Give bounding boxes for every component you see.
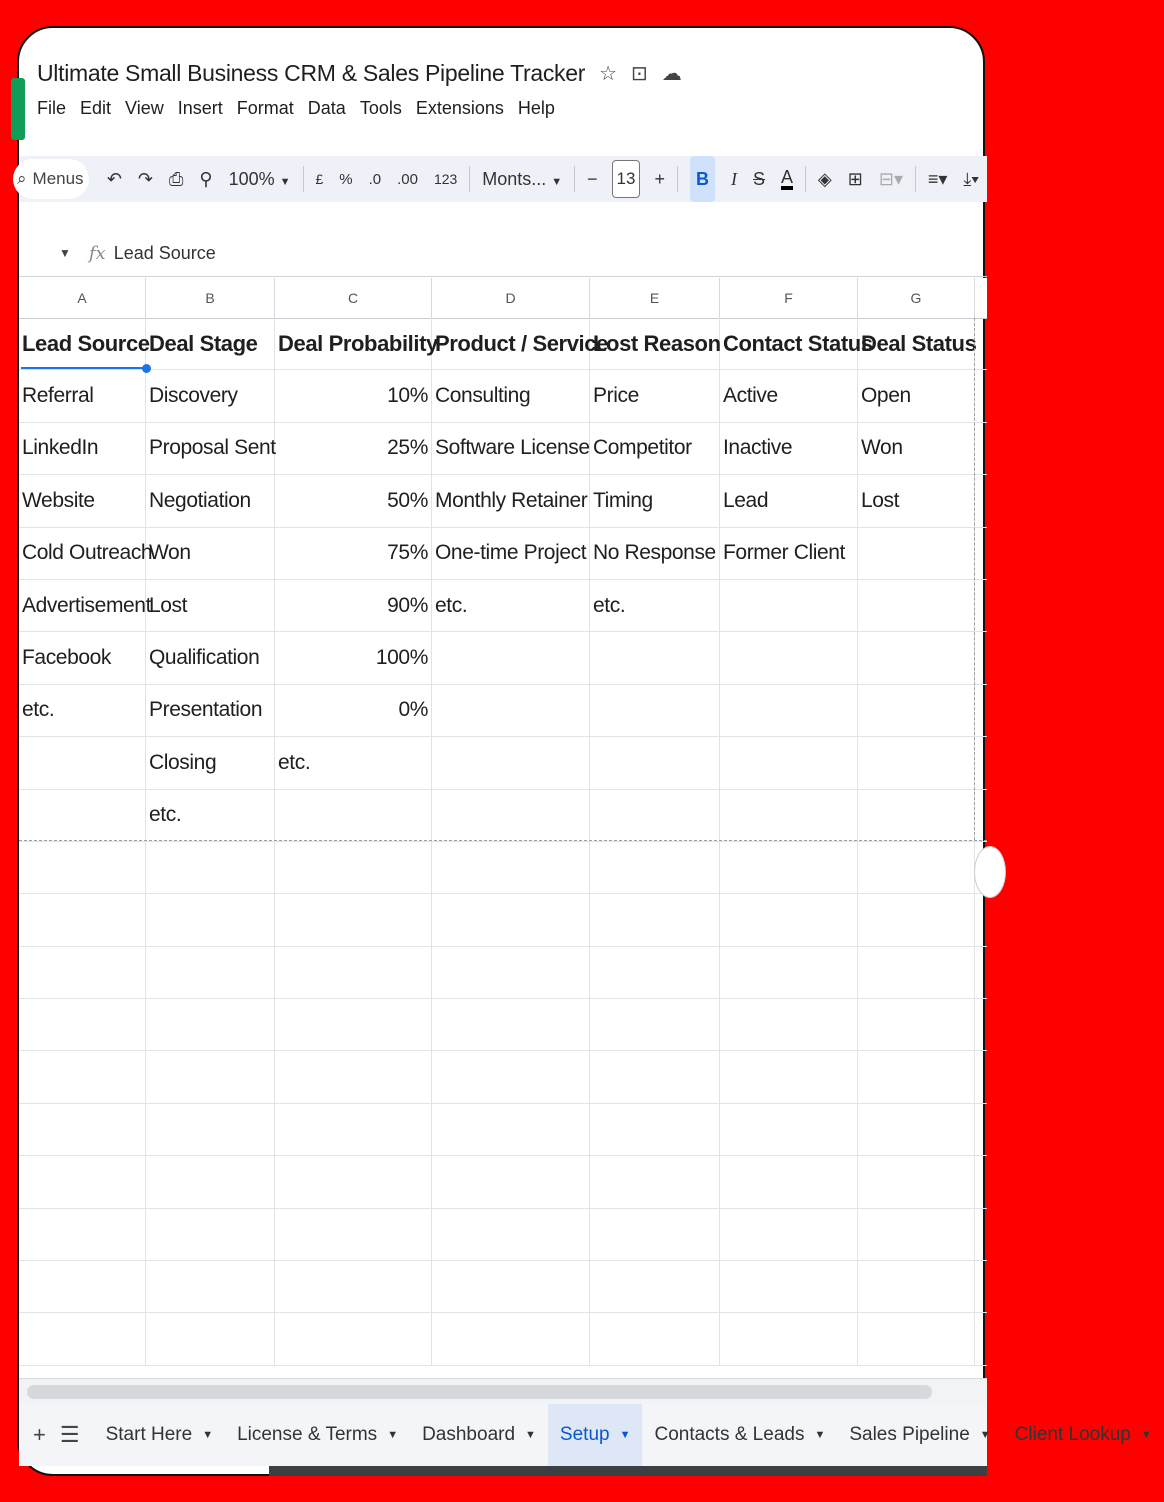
table-row (19, 685, 987, 737)
table-cell[interactable] (858, 947, 975, 998)
table-cell[interactable] (858, 1313, 975, 1364)
horizontal-scrollbar[interactable] (19, 1378, 987, 1405)
increase-decimal-button[interactable]: .00 (397, 170, 418, 188)
table-cell[interactable] (146, 1156, 275, 1207)
table-cell[interactable] (432, 894, 590, 945)
table-cell[interactable]: etc. (590, 580, 720, 631)
table-cell[interactable] (858, 685, 975, 736)
table-cell[interactable] (432, 1156, 590, 1207)
sheet-tab-label: Setup (559, 1424, 610, 1445)
table-cell[interactable] (720, 685, 858, 736)
table-cell[interactable]: 50% (275, 475, 432, 526)
menus-search-label: Menus (32, 169, 84, 188)
sheet-tab-start-here[interactable] (94, 1404, 225, 1466)
header-cell[interactable]: Deal Stage (146, 318, 275, 369)
table-cell[interactable] (275, 1209, 432, 1260)
table-cell[interactable] (19, 1104, 146, 1155)
table-cell[interactable] (19, 999, 146, 1050)
print-boundary-horizontal (19, 840, 987, 841)
sheet-tab-label: Contacts & Leads (654, 1424, 805, 1445)
table-cell[interactable]: One-time Project (432, 528, 590, 579)
table-cell[interactable] (19, 894, 146, 945)
table-cell[interactable] (275, 842, 432, 893)
table-row (19, 737, 987, 789)
table-cell[interactable] (432, 1104, 590, 1155)
table-cell[interactable] (275, 1156, 432, 1207)
menu-item-insert[interactable]: Insert (177, 98, 223, 118)
formula-input[interactable]: Lead Source (113, 242, 216, 263)
table-cell[interactable] (432, 632, 590, 683)
table-cell[interactable] (432, 737, 590, 788)
table-cell[interactable] (19, 1051, 146, 1102)
toolbar-divider (805, 166, 806, 192)
sheets-logo-icon[interactable] (11, 78, 25, 140)
table-cell[interactable]: Timing (590, 475, 720, 526)
sheet-tab-license-terms[interactable] (225, 1404, 410, 1466)
table-cell[interactable] (720, 999, 858, 1050)
table-cell[interactable] (590, 1261, 720, 1312)
header-cell[interactable]: Lost Reason (590, 318, 720, 369)
table-cell[interactable] (720, 1209, 858, 1260)
table-cell[interactable] (146, 1104, 275, 1155)
table-cell[interactable]: Lost (858, 475, 975, 526)
table-row (19, 580, 987, 632)
table-row (19, 1209, 987, 1261)
table-cell[interactable] (432, 685, 590, 736)
table-cell[interactable] (19, 947, 146, 998)
font-select[interactable]: Monts... ▼ (482, 168, 563, 189)
chevron-down-icon[interactable]: ▼ (387, 1429, 399, 1441)
sheet-grid (19, 318, 987, 1366)
table-row (19, 894, 987, 946)
table-cell[interactable] (146, 1313, 275, 1364)
table-cell[interactable]: Website (19, 475, 146, 526)
spreadsheet-window (17, 26, 1152, 1476)
column-header-a[interactable]: A (19, 278, 146, 318)
redo-icon[interactable]: ↷ (137, 168, 153, 189)
undo-icon[interactable]: ↶ (106, 168, 122, 189)
table-cell[interactable] (275, 1261, 432, 1312)
table-cell[interactable] (590, 1209, 720, 1260)
table-row (19, 1051, 987, 1103)
table-cell[interactable] (858, 894, 975, 945)
table-cell[interactable]: Won (146, 528, 275, 579)
table-row (19, 999, 987, 1051)
header-cell[interactable]: Deal Status (858, 318, 975, 369)
table-cell[interactable] (590, 894, 720, 945)
table-cell[interactable]: 100% (275, 632, 432, 683)
table-cell[interactable] (432, 947, 590, 998)
table-cell[interactable]: Consulting (432, 370, 590, 421)
table-cell[interactable] (858, 842, 975, 893)
table-cell[interactable]: No Response (590, 528, 720, 579)
fx-icon: fx (88, 242, 106, 264)
table-cell[interactable] (590, 685, 720, 736)
toolbar-divider (574, 166, 575, 192)
table-cell[interactable]: Presentation (146, 685, 275, 736)
document-title[interactable]: Ultimate Small Business CRM & Sales Pipeline Tracker (37, 59, 586, 86)
table-row (19, 528, 987, 580)
table-cell[interactable] (720, 1104, 858, 1155)
table-cell[interactable] (590, 737, 720, 788)
table-cell[interactable]: Former Client (720, 528, 858, 579)
percent-format-button[interactable]: % (339, 170, 353, 188)
table-cell[interactable] (146, 1209, 275, 1260)
table-cell[interactable] (19, 737, 146, 788)
table-cell[interactable] (720, 1051, 858, 1102)
header-cell[interactable]: Deal Probability (275, 318, 432, 369)
menu-item-edit[interactable]: Edit (80, 98, 112, 118)
sheet-tab-setup[interactable] (548, 1404, 643, 1466)
menu-bar (37, 98, 555, 119)
title-row (37, 56, 682, 90)
sheet-tab-label: License & Terms (237, 1424, 378, 1445)
add-sheet-icon[interactable]: + (33, 1422, 46, 1447)
table-cell[interactable]: 90% (275, 580, 432, 631)
sheet-tab-dashboard[interactable] (410, 1404, 548, 1466)
move-folder-icon[interactable]: ⊡ (631, 62, 648, 85)
column-header-b[interactable]: B (146, 278, 275, 318)
table-row (19, 475, 987, 527)
table-row (19, 632, 987, 684)
table-cell[interactable] (275, 999, 432, 1050)
table-cell[interactable] (432, 1261, 590, 1312)
column-header-f[interactable]: F (720, 278, 858, 318)
borders-icon[interactable]: ⊞ (847, 168, 863, 189)
font-size-increase-button[interactable]: + (654, 168, 665, 189)
table-cell[interactable] (858, 737, 975, 788)
zoom-select[interactable]: 100% ▼ (228, 168, 291, 189)
star-icon[interactable]: ☆ (599, 62, 618, 85)
table-row (19, 1261, 987, 1313)
table-cell[interactable]: LinkedIn (19, 423, 146, 474)
chevron-down-icon[interactable]: ▼ (979, 1429, 991, 1441)
table-cell[interactable] (590, 632, 720, 683)
font-size-decrease-button[interactable]: − (587, 168, 598, 189)
currency-format-button[interactable]: £ (315, 171, 324, 187)
menus-search[interactable] (13, 159, 89, 199)
chevron-down-icon[interactable]: ▼ (814, 1429, 826, 1441)
table-cell[interactable] (432, 1313, 590, 1364)
merge-cells-icon[interactable]: ⊟▾ (878, 168, 903, 189)
table-cell[interactable] (720, 947, 858, 998)
table-cell[interactable] (19, 842, 146, 893)
table-cell[interactable]: Price (590, 370, 720, 421)
toolbar-divider (303, 166, 304, 192)
table-cell[interactable] (146, 842, 275, 893)
table-cell[interactable] (590, 1104, 720, 1155)
cloud-status-icon[interactable]: ☁ (661, 62, 682, 85)
table-cell[interactable]: Discovery (146, 370, 275, 421)
menu-item-extensions[interactable]: Extensions (415, 98, 504, 118)
table-cell[interactable] (146, 1051, 275, 1102)
header-cell[interactable]: Product / Service (432, 318, 590, 369)
table-cell[interactable] (19, 1209, 146, 1260)
font-size-input[interactable]: 13 (612, 160, 641, 198)
table-cell[interactable] (720, 1261, 858, 1312)
menu-item-view[interactable]: View (125, 98, 164, 118)
italic-button[interactable]: I (731, 168, 737, 189)
formula-bar (19, 230, 987, 277)
bold-button[interactable]: B (690, 156, 715, 202)
column-header-c[interactable]: C (275, 278, 432, 318)
table-cell[interactable] (720, 737, 858, 788)
table-cell[interactable] (19, 1156, 146, 1207)
table-cell[interactable] (275, 790, 432, 841)
print-boundary-vertical (974, 318, 975, 840)
table-cell[interactable] (720, 790, 858, 841)
table-cell[interactable]: 75% (275, 528, 432, 579)
table-cell[interactable] (19, 790, 146, 841)
table-cell[interactable] (432, 999, 590, 1050)
table-cell[interactable] (275, 1051, 432, 1102)
toolbar-divider (915, 166, 916, 192)
vertical-align-icon[interactable]: ⤓▾ (963, 168, 979, 189)
header-cell[interactable]: Lead Source (19, 318, 146, 369)
table-row (19, 947, 987, 999)
table-cell[interactable] (590, 999, 720, 1050)
table-row (19, 1156, 987, 1208)
table-cell[interactable] (275, 1313, 432, 1364)
paint-format-icon[interactable]: ⚲ (199, 168, 213, 189)
table-cell[interactable] (432, 1051, 590, 1102)
table-cell[interactable] (590, 842, 720, 893)
table-cell[interactable] (590, 1156, 720, 1207)
name-box-dropdown-icon[interactable]: ▼ (59, 246, 71, 260)
table-cell[interactable]: etc. (19, 685, 146, 736)
table-cell[interactable] (720, 632, 858, 683)
table-row (19, 370, 987, 422)
table-cell[interactable] (858, 1051, 975, 1102)
table-cell[interactable]: Software License (432, 423, 590, 474)
all-sheets-icon[interactable]: ☰ (59, 1422, 80, 1447)
table-cell[interactable]: 10% (275, 370, 432, 421)
chevron-down-icon[interactable]: ▼ (525, 1429, 536, 1441)
print-icon[interactable]: ⎙ (169, 168, 184, 189)
table-cell[interactable]: Proposal Sent (146, 423, 275, 474)
table-cell[interactable] (720, 580, 858, 631)
table-cell[interactable]: Lost (146, 580, 275, 631)
table-cell[interactable]: Inactive (720, 423, 858, 474)
sheet-tab-label: Dashboard (422, 1424, 516, 1445)
table-cell[interactable] (858, 580, 975, 631)
table-cell[interactable] (19, 1313, 146, 1364)
number-format-button[interactable]: 123 (433, 171, 458, 187)
table-cell[interactable]: Closing (146, 737, 275, 788)
table-cell[interactable] (590, 1051, 720, 1102)
table-cell[interactable]: Lead (720, 475, 858, 526)
search-icon: ⌕ (17, 169, 27, 188)
chevron-down-icon[interactable]: ▼ (619, 1429, 631, 1441)
bottom-strip (269, 1466, 987, 1476)
table-cell[interactable] (858, 790, 975, 841)
sheet-tab-client-lookup[interactable] (1003, 1404, 1164, 1466)
toolbar-divider (469, 166, 470, 192)
table-row (19, 790, 987, 842)
table-cell[interactable]: 25% (275, 423, 432, 474)
table-row (19, 1313, 987, 1365)
table-cell[interactable] (858, 632, 975, 683)
table-cell[interactable] (275, 894, 432, 945)
side-panel-toggle[interactable] (974, 846, 1006, 898)
header-cell[interactable]: Contact Status (720, 318, 858, 369)
table-row (19, 1104, 987, 1156)
table-cell[interactable]: Won (858, 423, 975, 474)
table-cell[interactable]: etc. (432, 580, 590, 631)
table-cell[interactable]: 0% (275, 685, 432, 736)
column-header-g[interactable]: G (858, 278, 975, 318)
table-cell[interactable] (858, 1209, 975, 1260)
table-cell[interactable] (275, 1104, 432, 1155)
table-cell[interactable]: Active (720, 370, 858, 421)
table-cell[interactable] (858, 1104, 975, 1155)
table-cell[interactable] (19, 1261, 146, 1312)
table-cell[interactable]: Advertisement (19, 580, 146, 631)
fill-handle[interactable] (142, 364, 151, 373)
table-cell[interactable] (858, 999, 975, 1050)
menu-item-tools[interactable]: Tools (359, 98, 402, 118)
sheet-tab-label: Start Here (105, 1424, 193, 1445)
toolbar (19, 156, 987, 202)
table-cell[interactable] (858, 1156, 975, 1207)
fill-color-icon[interactable]: ◈ (817, 168, 832, 189)
scrollbar-thumb[interactable] (27, 1385, 932, 1399)
table-cell[interactable] (590, 947, 720, 998)
table-row (19, 423, 987, 475)
table-cell[interactable] (146, 1261, 275, 1312)
column-header-d[interactable]: D (432, 278, 590, 318)
table-cell[interactable] (590, 790, 720, 841)
table-cell[interactable] (432, 842, 590, 893)
sheet-tab-contacts-leads[interactable] (642, 1404, 837, 1466)
chevron-down-icon[interactable]: ▼ (1140, 1429, 1152, 1441)
table-cell[interactable] (858, 528, 975, 579)
table-cell[interactable] (720, 1313, 858, 1364)
menu-item-format[interactable]: Format (236, 98, 294, 118)
table-cell[interactable]: Competitor (590, 423, 720, 474)
header-row (19, 318, 987, 370)
table-cell[interactable]: Cold Outreach (19, 528, 146, 579)
column-headers (19, 278, 987, 319)
sheet-tab-label: Sales Pipeline (849, 1424, 970, 1445)
menu-item-data[interactable]: Data (307, 98, 346, 118)
table-cell[interactable] (590, 1313, 720, 1364)
table-cell[interactable]: etc. (146, 790, 275, 841)
text-color-button[interactable]: A (781, 168, 793, 190)
table-cell[interactable] (858, 1261, 975, 1312)
toolbar-divider (677, 166, 678, 192)
table-cell[interactable] (720, 842, 858, 893)
table-cell[interactable] (432, 1209, 590, 1260)
horizontal-align-icon[interactable]: ≡▾ (927, 168, 948, 189)
table-cell[interactable] (432, 790, 590, 841)
chevron-down-icon[interactable]: ▼ (202, 1429, 214, 1441)
table-cell[interactable] (720, 894, 858, 945)
table-cell[interactable]: Facebook (19, 632, 146, 683)
table-cell[interactable] (146, 999, 275, 1050)
table-cell[interactable] (720, 1156, 858, 1207)
table-cell[interactable]: Monthly Retainer (432, 475, 590, 526)
sheet-tab-bar (19, 1404, 1152, 1466)
strikethrough-button[interactable]: S (753, 168, 766, 189)
table-cell[interactable]: Referral (19, 370, 146, 421)
table-cell[interactable]: Negotiation (146, 475, 275, 526)
table-cell[interactable]: Open (858, 370, 975, 421)
decrease-decimal-button[interactable]: .0 (368, 170, 382, 188)
table-cell[interactable] (146, 894, 275, 945)
sheet-tab-label: Client Lookup (1014, 1424, 1131, 1445)
menu-item-help[interactable]: Help (517, 98, 555, 118)
sheet-tab-sales-pipeline[interactable] (837, 1404, 1002, 1466)
column-header-e[interactable]: E (590, 278, 720, 318)
table-cell[interactable]: Qualification (146, 632, 275, 683)
table-cell[interactable] (146, 947, 275, 998)
table-row (19, 842, 987, 894)
table-cell[interactable]: etc. (275, 737, 432, 788)
menu-item-file[interactable]: File (37, 98, 67, 118)
table-cell[interactable] (275, 947, 432, 998)
